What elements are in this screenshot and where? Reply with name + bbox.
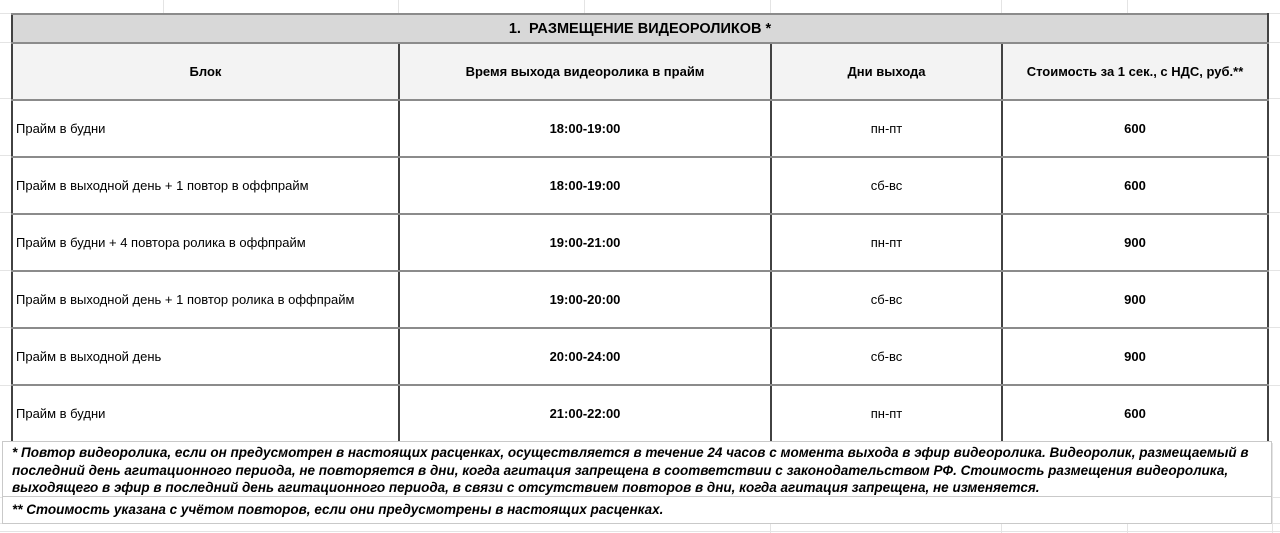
cell-block[interactable]: Прайм в выходной день bbox=[12, 328, 399, 385]
gridline bbox=[1001, 0, 1002, 13]
gridline bbox=[584, 0, 585, 13]
cell-price[interactable]: 600 bbox=[1002, 100, 1268, 157]
gridline bbox=[1127, 0, 1128, 13]
table-header-row bbox=[12, 43, 1268, 100]
cell-days[interactable]: сб-вс bbox=[771, 157, 1002, 214]
gridline bbox=[1127, 523, 1128, 533]
gridline bbox=[0, 531, 1280, 532]
cell-block[interactable]: Прайм в выходной день + 1 повтор ролика в оффпрайм bbox=[12, 271, 399, 328]
cell-days[interactable]: пн-пт bbox=[771, 100, 1002, 157]
table-title[interactable]: 1. РАЗМЕЩЕНИЕ ВИДЕОРОЛИКОВ * bbox=[12, 14, 1268, 43]
cell-time[interactable]: 21:00-22:00 bbox=[399, 385, 771, 442]
gridline bbox=[770, 0, 771, 13]
cell-time[interactable]: 18:00-19:00 bbox=[399, 100, 771, 157]
cell-days[interactable]: пн-пт bbox=[771, 385, 1002, 442]
cell-time[interactable]: 18:00-19:00 bbox=[399, 157, 771, 214]
table-row bbox=[12, 328, 1268, 385]
cell-days[interactable]: пн-пт bbox=[771, 214, 1002, 271]
cell-price[interactable]: 600 bbox=[1002, 385, 1268, 442]
gridline bbox=[1001, 523, 1002, 533]
cell-block[interactable]: Прайм в будни + 4 повтора ролика в оффпрайм bbox=[12, 214, 399, 271]
footnote-price-includes-repeats[interactable]: ** Стоимость указана с учётом повторов, если они предусмотрены в настоящих расценках. bbox=[12, 502, 664, 517]
cell-time[interactable]: 20:00-24:00 bbox=[399, 328, 771, 385]
gridline bbox=[1272, 443, 1273, 533]
cell-days[interactable]: сб-вс bbox=[771, 271, 1002, 328]
cell-price[interactable]: 900 bbox=[1002, 271, 1268, 328]
footnote-repeat-policy[interactable]: * Повтор видеоролика, если он предусмотрен в настоящих расценках, осуществляется в течение 24 часов с момента выхода в эфир видеоролика. Видеоролик, размещаемый в последний день агитационного периода, не повторяется в дни, когда агитация запрещена в соответствии с законодательством РФ. Стоимость размещения видеоролика, выходящего в эфир в последний день агитационного периода, в связи с отсутствием повторов в дни, когда агитация запрещена, не изменяется. bbox=[3, 442, 1271, 497]
table-title-row bbox=[12, 14, 1268, 43]
gridline bbox=[163, 0, 164, 13]
cell-block[interactable]: Прайм в выходной день + 1 повтор в оффпрайм bbox=[12, 157, 399, 214]
table-row bbox=[12, 214, 1268, 271]
cell-time[interactable]: 19:00-20:00 bbox=[399, 271, 771, 328]
cell-price[interactable]: 600 bbox=[1002, 157, 1268, 214]
table-row bbox=[12, 385, 1268, 442]
table-row bbox=[12, 271, 1268, 328]
footnotes-section bbox=[2, 441, 1272, 524]
cell-price[interactable]: 900 bbox=[1002, 328, 1268, 385]
cell-days[interactable]: сб-вс bbox=[771, 328, 1002, 385]
gridline bbox=[398, 0, 399, 13]
column-header-block[interactable]: Блок bbox=[12, 43, 399, 100]
cell-price[interactable]: 900 bbox=[1002, 214, 1268, 271]
column-header-price[interactable]: Стоимость за 1 сек., с НДС, руб.** bbox=[1002, 43, 1268, 100]
cell-time[interactable]: 19:00-21:00 bbox=[399, 214, 771, 271]
column-header-time[interactable]: Время выхода видеоролика в прайм bbox=[399, 43, 771, 100]
table-row bbox=[12, 157, 1268, 214]
cell-block[interactable]: Прайм в будни bbox=[12, 100, 399, 157]
gridline bbox=[770, 523, 771, 533]
column-header-days[interactable]: Дни выхода bbox=[771, 43, 1002, 100]
table-row bbox=[12, 100, 1268, 157]
cell-block[interactable]: Прайм в будни bbox=[12, 385, 399, 442]
rates-table bbox=[11, 13, 1269, 443]
